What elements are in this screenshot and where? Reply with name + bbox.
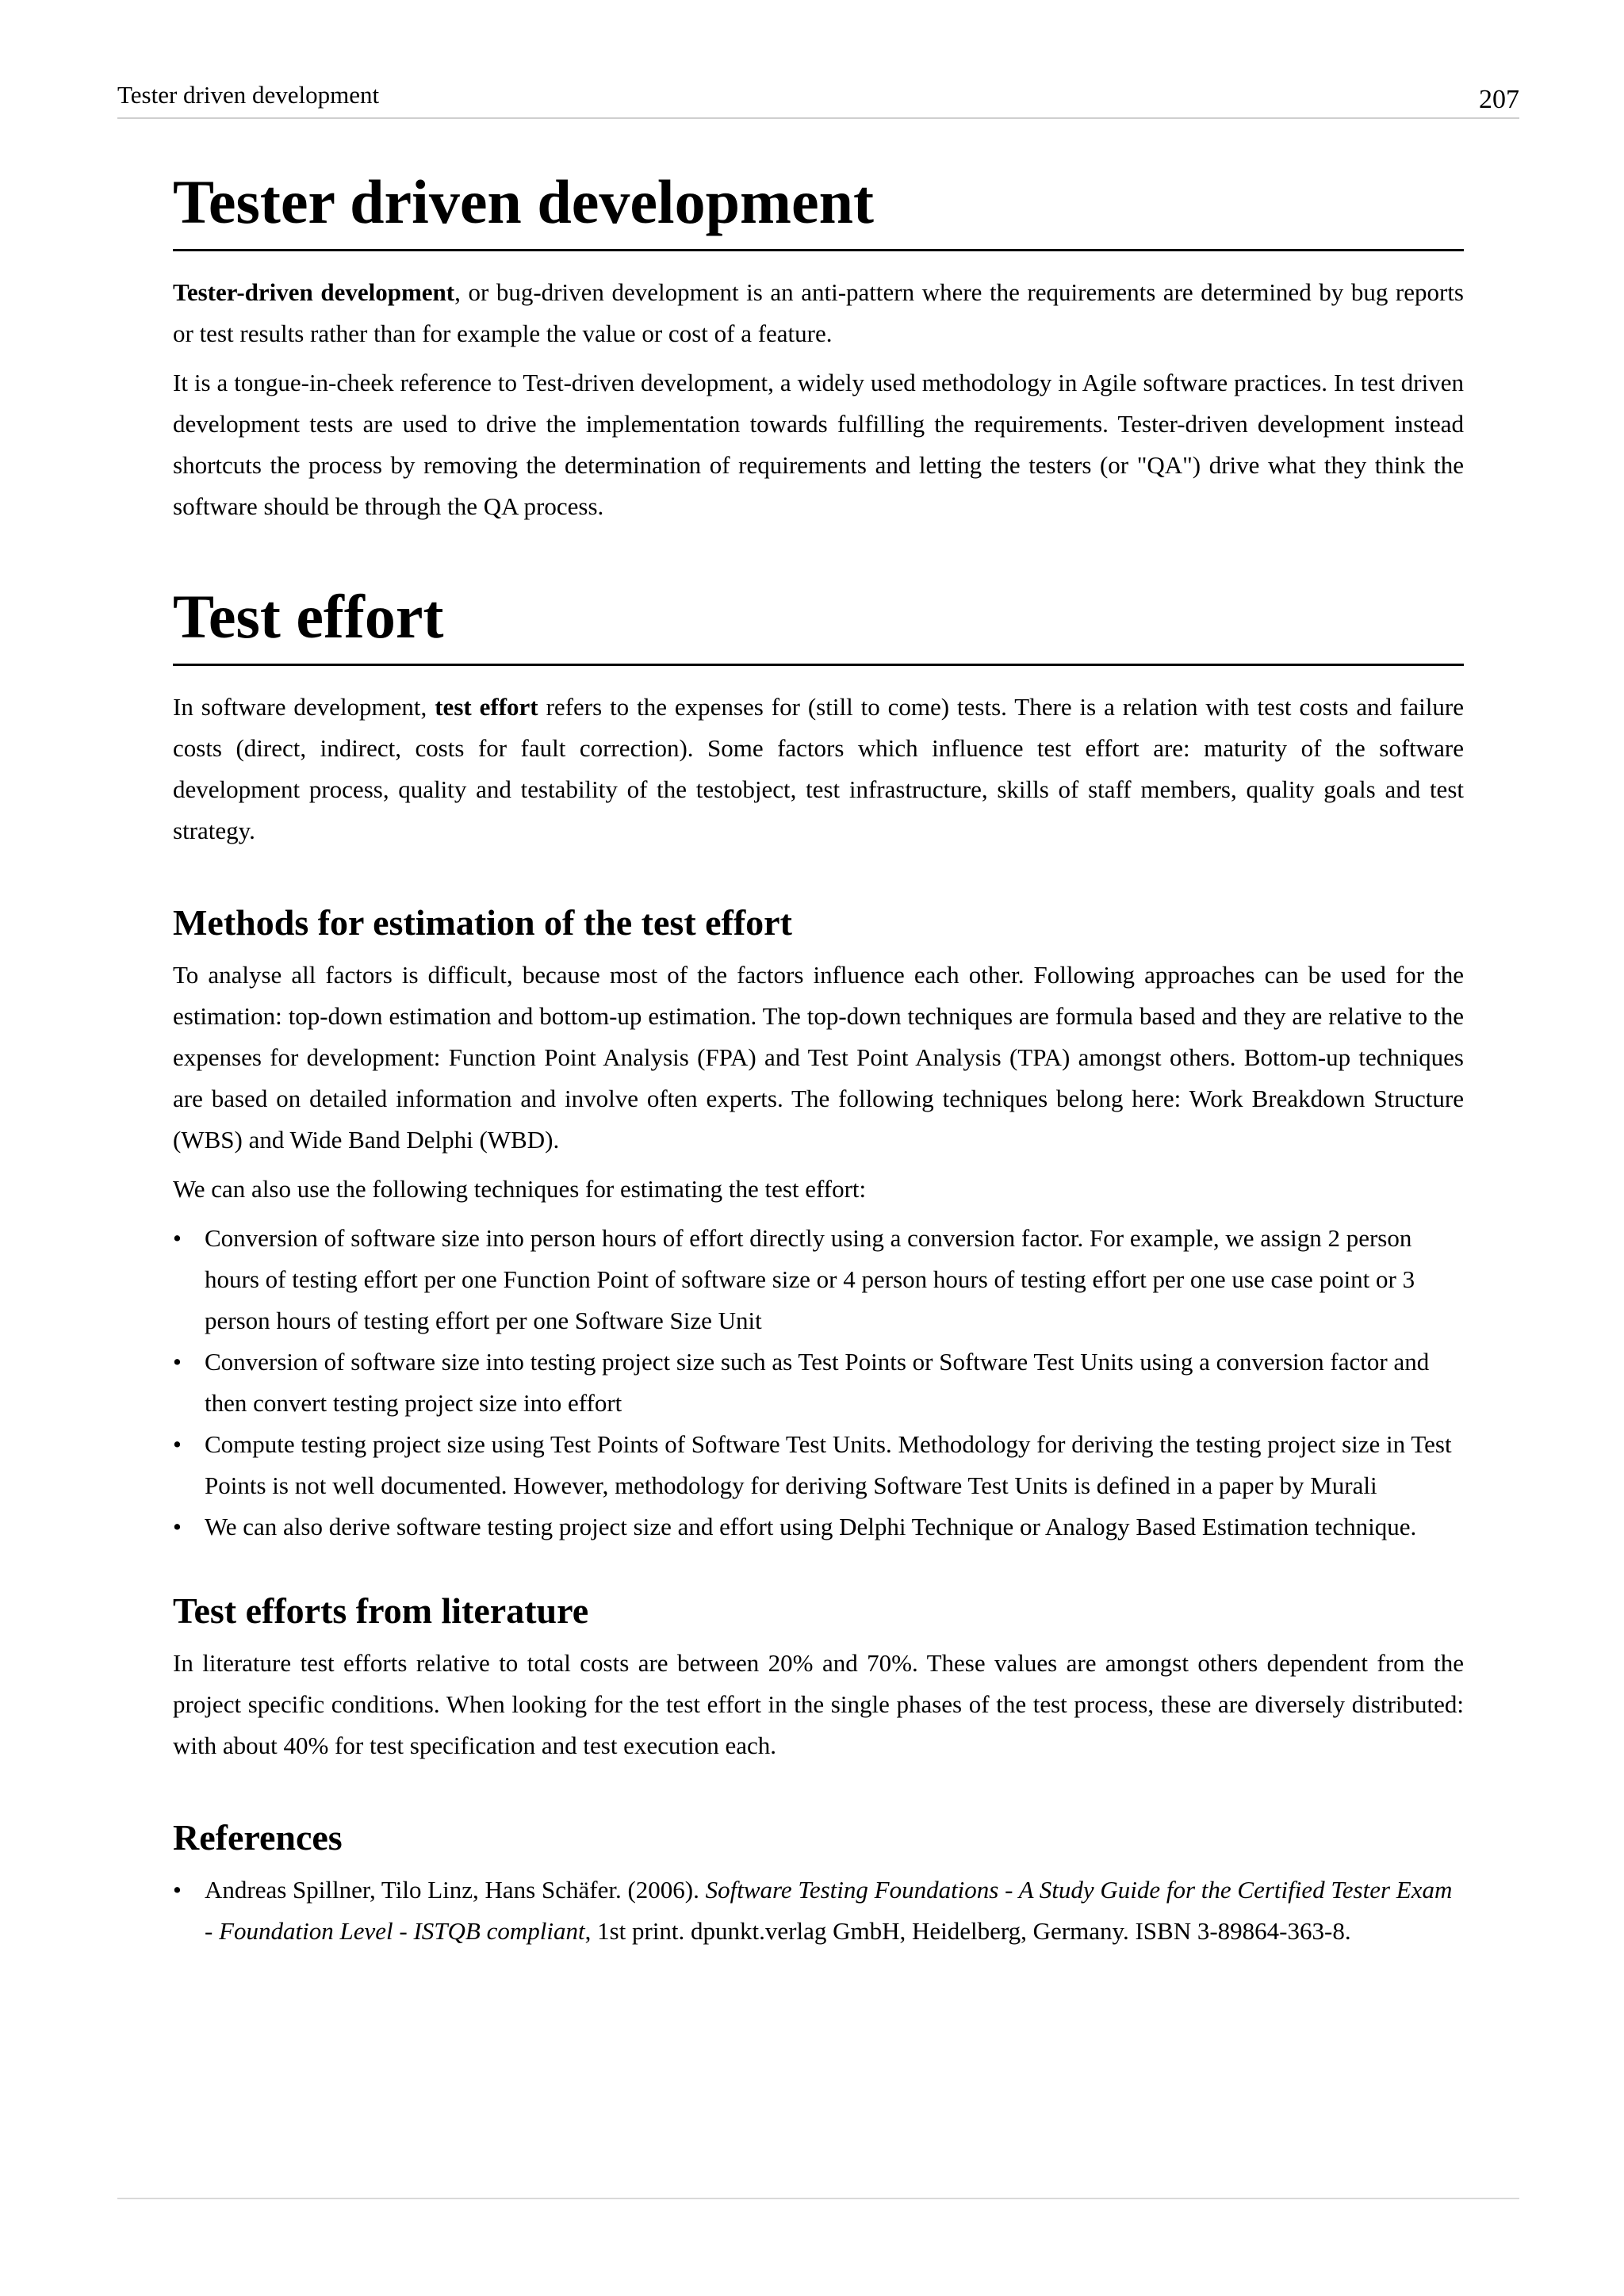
page-number: 207 [1479, 85, 1519, 114]
reference-item [173, 1869, 1464, 1952]
heading-test-effort: Test effort [173, 580, 1464, 666]
techniques-list [173, 1218, 1464, 1548]
paragraph-methods-techniques-intro: We can also use the following techniques for estimating the test effort: [173, 1175, 867, 1203]
footer-rule [117, 2198, 1519, 2199]
heading-references: References [173, 1817, 343, 1858]
term-test-effort: test effort [435, 693, 538, 721]
references-list [173, 1869, 1464, 1952]
list-item-text: We can also derive software testing project size and effort using Delphi Technique or Analogy Based Estimation technique. [205, 1513, 1417, 1540]
heading-test-efforts-literature: Test efforts from literature [173, 1590, 589, 1631]
paragraph-methods-approaches: To analyse all factors is difficult, because most of the factors influence each other. Following approaches can be used for the estimation: top-down estimation and bottom-up estimation. The top-down techniques are formula based and they are relative to the expenses for development: Function Point Analysis (FPA) and Test Point Analysis (TPA) amongst others. Bottom-up techniques are based on detailed information and involve often experts. The following techniques belong here: Work Breakdown Structure (WBS) and Wide Band Delphi (WBD). [173, 961, 1464, 1154]
list-item [173, 1218, 1464, 1341]
list-item-text: Conversion of software size into person hours of effort directly using a conversion factor. For example, we assign 2 person hours of testing effort per one Function Point of software size or 4 person hours of testing effort per one use case point or 3 person hours of testing effort per one Software Size Unit [205, 1224, 1415, 1334]
running-title: Tester driven development [117, 81, 380, 109]
bullet: • [173, 1348, 182, 1376]
bullet: • [173, 1224, 182, 1252]
list-item [173, 1424, 1464, 1506]
test-effort-intro-after: refers to the expenses for (still to come) tests. There is a relation with test costs and failure costs (direct, indirect, costs for fault correction). Some factors which influence test effort are: maturity of the software development process, quality and testability of the testobject, test infrastructure, skills of staff members, quality goals and test strategy. [173, 693, 1464, 844]
tdd-definition-text: , or bug-driven development is an anti-pattern where the requirements are determined by bug reports or test results rather than for example the value or cost of a feature. [173, 278, 1465, 347]
paragraph-tdd-definition [173, 272, 1464, 354]
reference-title: Software Testing Foundations - A Study Guide for the Certified Tester Exam - Foundation Level - ISTQB compliant [205, 1876, 1453, 1945]
reference-publisher: , 1st print. dpunkt.verlag GmbH, Heidelberg, Germany. ISBN 3-89864-363-8. [584, 1917, 1351, 1945]
article-body [173, 165, 1464, 1952]
heading-tester-driven-development: Tester driven development [173, 165, 1464, 251]
heading-methods-estimation: Methods for estimation of the test effort [173, 902, 792, 943]
list-item [173, 1341, 1464, 1424]
paragraph-tdd-reference: It is a tongue-in-cheek reference to Test-driven development, a widely used methodology in Agile software practices. In test driven development tests are used to drive the implementation towards fulfilling the requirements. Tester-driven development instead shortcuts the process by removing the determination of requirements and letting the testers (or "QA") drive what they think the software should be through the QA process. [173, 369, 1464, 520]
list-item-text: Conversion of software size into testing project size such as Test Points or Software Test Units using a conversion factor and then convert testing project size into effort [205, 1348, 1430, 1417]
bullet: • [173, 1430, 182, 1458]
paragraph-test-effort-intro [173, 687, 1464, 851]
bullet: • [173, 1513, 182, 1540]
list-item-text: Compute testing project size using Test Points of Software Test Units. Methodology for deriving the testing project size in Test Points is not well documented. However, methodology for deriving Software Test Units is defined in a paper by Murali [205, 1430, 1452, 1499]
list-item [173, 1506, 1464, 1548]
bullet: • [173, 1876, 182, 1904]
test-effort-intro-before: In software development, [173, 693, 435, 721]
running-header [117, 79, 1519, 119]
term-tester-driven-development: Tester-driven development [173, 278, 455, 306]
paragraph-literature: In literature test efforts relative to total costs are between 20% and 70%. These values are amongst others dependent from the project specific conditions. When looking for the test effort in the single phases of the test process, these are diversely distributed: with about 40% for test specification and test execution each. [173, 1649, 1464, 1759]
reference-authors: Andreas Spillner, Tilo Linz, Hans Schäfer. (2006). [205, 1876, 706, 1904]
